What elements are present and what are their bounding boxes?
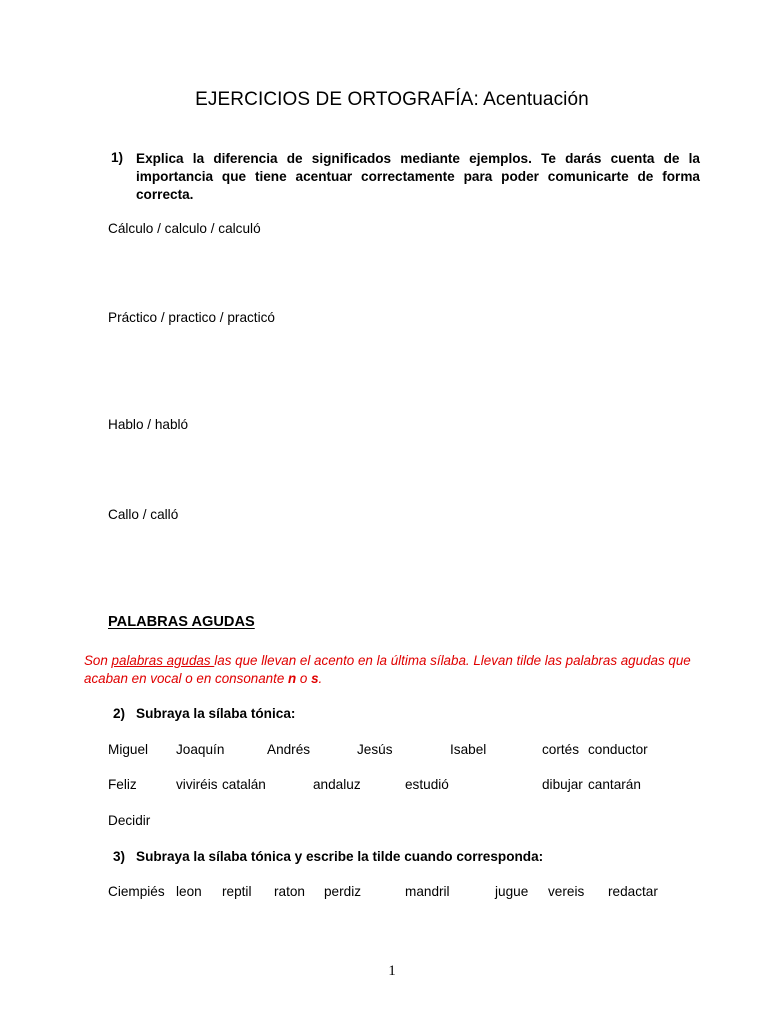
word-item: Isabel — [450, 742, 487, 757]
word-pair-callo: Callo / calló — [108, 507, 179, 522]
word-item: dibujar — [542, 777, 583, 792]
rule-prefix: Son — [84, 653, 112, 668]
word-item: Miguel — [108, 742, 149, 757]
page-title: EJERCICIOS DE ORTOGRAFÍA: Acentuación — [195, 89, 589, 110]
question-2-number: 2) — [113, 706, 126, 721]
word-item: viviréis — [176, 777, 218, 792]
rule-letter-s: s — [311, 671, 319, 686]
rule-definition — [84, 652, 704, 688]
question-1-instructions: Explica la diferencia de significados mediante ejemplos. Te darás cuenta de la importancia que tiene acentuar correctamente para poder comunicarte de forma correcta. — [136, 151, 700, 202]
section-heading-palabras-agudas: PALABRAS AGUDAS — [108, 614, 255, 630]
word-item: catalán — [222, 777, 266, 792]
word-item: redactar — [608, 884, 658, 899]
word-item: Ciempiés — [108, 884, 165, 899]
word-item: cantarán — [588, 777, 641, 792]
page-number: 1 — [388, 963, 396, 979]
word-item: mandril — [405, 884, 450, 899]
word-item: Feliz — [108, 777, 137, 792]
word-item: jugue — [495, 884, 529, 899]
question-2-label: Subraya la sílaba tónica: — [136, 706, 296, 721]
question-1-number: 1) — [111, 150, 124, 165]
rule-end: . — [318, 671, 323, 686]
word-item: vereis — [548, 884, 585, 899]
word-item: reptil — [222, 884, 252, 899]
rule-term: palabras agudas — [111, 653, 215, 668]
word-item: conductor — [588, 742, 648, 757]
rule-conj: o — [296, 671, 312, 686]
word-item: Joaquín — [176, 742, 225, 757]
word-item: Decidir — [108, 813, 151, 828]
word-pair-calculo: Cálculo / calculo / calculó — [108, 221, 261, 236]
word-pair-hablo: Hablo / habló — [108, 417, 189, 432]
word-item: cortés — [542, 742, 580, 757]
word-item: estudió — [405, 777, 449, 792]
word-item: raton — [274, 884, 305, 899]
word-pair-practico: Práctico / practico / practicó — [108, 310, 275, 325]
rule-middle: las que llevan el acento en la última sílaba. Llevan tilde las palabras agudas que acaban en vocal o en consonante — [84, 653, 691, 686]
word-item: Andrés — [267, 742, 311, 757]
question-3-number: 3) — [113, 849, 126, 864]
word-item: perdiz — [324, 884, 362, 899]
word-item: andaluz — [313, 777, 361, 792]
rule-letter-n: n — [288, 671, 297, 686]
question-3-label: Subraya la sílaba tónica y escribe la tilde cuando corresponda: — [136, 849, 544, 864]
word-item: leon — [176, 884, 202, 899]
word-item: Jesús — [357, 742, 393, 757]
